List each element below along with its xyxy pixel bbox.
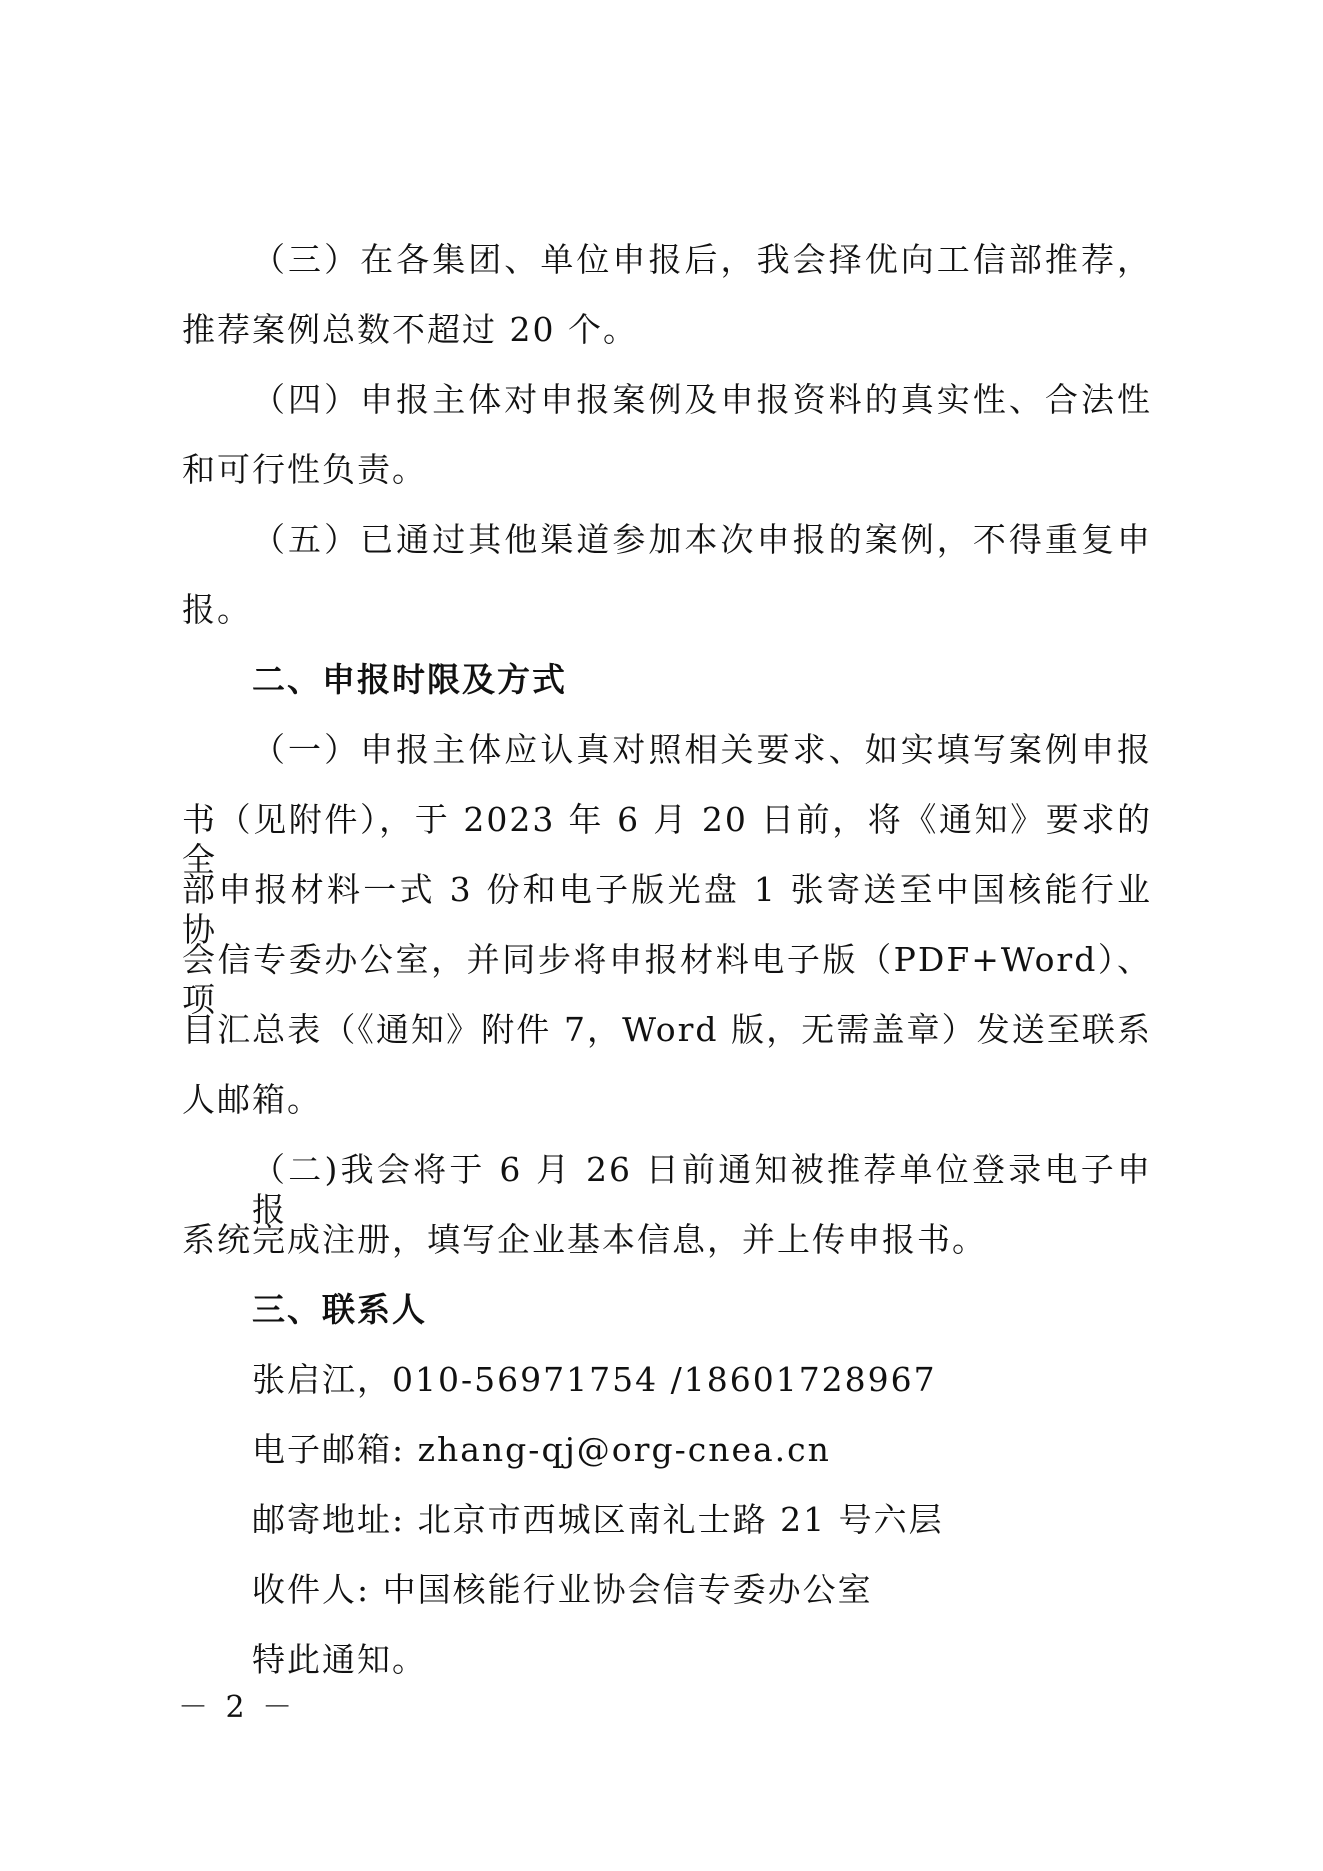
s2p2-line1: （二)我会将于 6 月 26 日前通知被推荐单位登录电子申报 [252,1150,1152,1229]
s2p1-line5: 目汇总表（《通知》附件 7，Word 版，无需盖章）发送至联系 [182,1010,1152,1049]
p5-line1: （五）已通过其他渠道参加本次申报的案例，不得重复申 [252,520,1152,559]
p3-line2: 推荐案例总数不超过 20 个。 [182,310,638,349]
s2p2-line2: 系统完成注册，填写企业基本信息，并上传申报书。 [182,1220,987,1259]
p3-line1: （三）在各集团、单位申报后，我会择优向工信部推荐， [252,240,1152,279]
s2p1-line1: （一）申报主体应认真对照相关要求、如实填写案例申报 [252,730,1152,769]
p4-line2: 和可行性负责。 [182,450,427,489]
section-heading-3: 三、联系人 [252,1290,427,1329]
contact-name-phone: 张启江，010-56971754 /18601728967 [252,1360,937,1399]
s2p1-line6: 人邮箱。 [182,1080,322,1119]
p4-line1: （四）申报主体对申报案例及申报资料的真实性、合法性 [252,380,1152,419]
s2p1-line2: 书（见附件），于 2023 年 6 月 20 日前，将《通知》要求的全 [182,800,1152,879]
section-heading-2: 二、申报时限及方式 [252,660,567,699]
contact-recipient: 收件人: 中国核能行业协会信专委办公室 [252,1570,873,1609]
s2p1-line4: 会信专委办公室，并同步将申报材料电子版（PDF+Word）、项 [182,940,1152,1019]
closing-text: 特此通知。 [252,1640,427,1679]
contact-address: 邮寄地址: 北京市西城区南礼士路 21 号六层 [252,1500,944,1539]
p5-line2: 报。 [182,590,252,629]
page-number: － 2 － [178,1690,297,1725]
contact-email: 电子邮箱: zhang-qj@org-cnea.cn [252,1430,831,1469]
s2p1-line3: 部申报材料一式 3 份和电子版光盘 1 张寄送至中国核能行业协 [182,870,1152,949]
